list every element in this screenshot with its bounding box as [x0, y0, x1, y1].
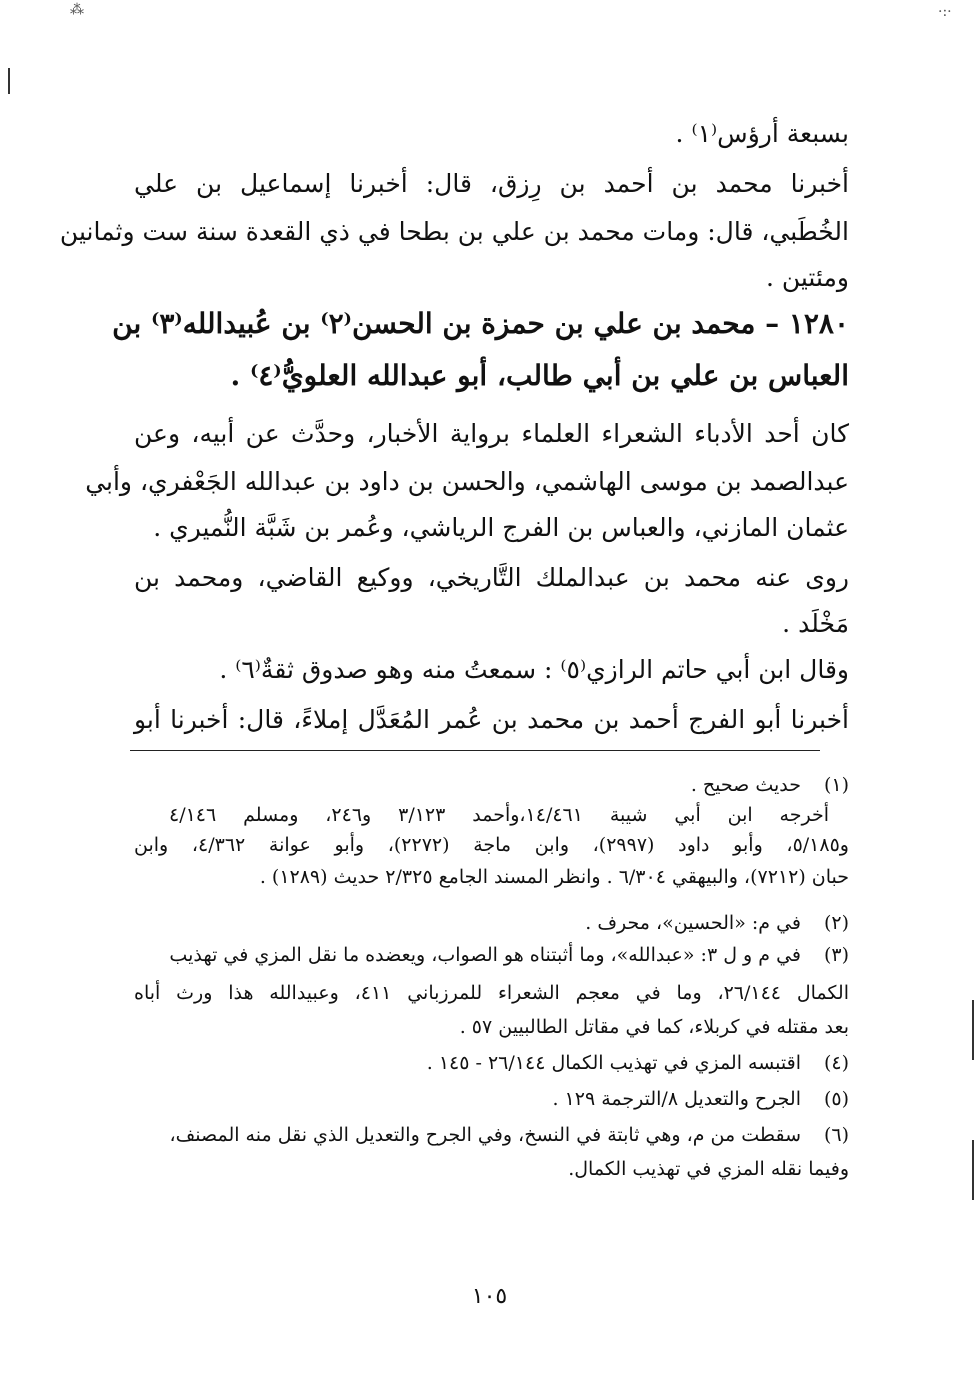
entry-line: وقال ابن أبي حاتم الرازي⁽٥⁾ : سمعتُ منه وهو صدوق ثقةٌ⁽٦⁾ . [219, 655, 849, 684]
entry-heading: ١٢٨٠ – محمد بن علي بن حمزة بن الحسن⁽٢⁾ بن عُبيدالله⁽٣⁾ بن [112, 307, 849, 340]
footnote-text: اقتبسه المزي في تهذيب الكمال ٢٦/١٤٤ - ١٤٥ . [426, 1052, 801, 1074]
entry-line: أخبرنا أبو الفرج أحمد بن محمد بن عُمر المُعَدَّل إملاءً، قال: أخبرنا أبو [134, 705, 849, 734]
scan-mark [972, 1140, 974, 1200]
footnote-number: (١) [823, 774, 849, 796]
footnote [134, 940, 849, 970]
footnote-text: الجرح والتعديل ٨/الترجمة ١٢٩ . [552, 1088, 801, 1110]
body-line: الخُطَبي، قال: ومات محمد بن علي بن بطحا في ذي القعدة سنة ست وثمانين [59, 217, 849, 246]
footnote-number: (٣) [823, 944, 849, 966]
footnote-line: الكمال ٢٦/١٤٤، وما في معجم الشعراء للمرزباني ٤١١، وعبيدالله هذا ورث أباه [134, 982, 849, 1004]
footnote-line: أخرجه ابن أبي شيبة ١٤/٤٦١،وأحمد ٣/١٢٣ و٢٤٦، ومسلم ٤/١٤٦ [169, 804, 829, 826]
entry-line: كان أحد الأدباء الشعراء العلماء برواية الأخبار، وحدَّث عن أبيه، وعن [134, 419, 849, 448]
footnote [134, 1120, 849, 1150]
scan-speck: ⁂ [70, 2, 84, 18]
footnote [134, 1048, 849, 1078]
scan-mark [8, 68, 10, 94]
footnote-line: وفيما نقله المزي في تهذيب الكمال. [568, 1158, 849, 1180]
entry-line: عبدالصمد بن موسى الهاشمي، والحسن بن داود بن عبدالله الجَعْفري، وأبي [85, 467, 849, 496]
footnote-line: حبان (٧٢١٢)، والبيهقي ٦/٣٠٤ . وانظر المسند الجامع ٢/٣٢٥ حديث (١٢٨٩) . [259, 866, 849, 888]
footnote-line: و٥/١٨٥، وأبو داود (٢٩٩٧)، وابن ماجة (٢٢٧٢)، وأبو عوانة ٤/٣٦٢، وابن [134, 834, 849, 856]
footnote [134, 770, 849, 800]
scan-mark [972, 1000, 974, 1060]
body-line: أخبرنا محمد بن أحمد بن رِزق، قال: أخبرنا إسماعيل بن علي [134, 169, 849, 198]
footnote-number: (٥) [823, 1088, 849, 1110]
scan-speck: ·:· [938, 4, 952, 20]
footnote-number: (٦) [823, 1124, 849, 1146]
entry-line: مَخْلَد . [782, 609, 849, 638]
entry-heading: العباس بن علي بن أبي طالب، أبو عبدالله العلويُّ⁽٤⁾ . [230, 359, 849, 392]
entry-line: روى عنه محمد بن عبدالملك التَّاريخي، ووكيع القاضي، ومحمد بن [134, 563, 849, 592]
footnote-text: سقطت من م، وهي ثابتة في النسخ، وفي الجرح والتعديل الذي نقل منه المصنف، [169, 1124, 801, 1146]
footnote-number: (٤) [823, 1052, 849, 1074]
footnote-text: في م: «الحسين»، محرف . [585, 912, 801, 934]
footnote [134, 1084, 849, 1114]
entry-line: عثمان المازني، والعباس بن الفرج الرياشي، وعُمر بن شَبَّة النُّميري . [153, 513, 849, 542]
body-line: بسبعة أرؤس⁽١⁾ . [675, 119, 849, 148]
footnote-text: في م و ل ٣: «عبدالله»، وما أثبتناه هو الصواب، ويعضده ما نقل المزي في تهذيب [169, 944, 801, 966]
footnote-separator [130, 750, 820, 751]
footnote-line: بعد مقتله في كربلاء، كما في مقاتل الطالبيين ٥٧ . [459, 1016, 849, 1038]
footnote-number: (٢) [823, 912, 849, 934]
body-line: ومئتين . [765, 263, 849, 292]
footnote-text: حديث صحيح . [690, 774, 801, 796]
page-number: ١٠٥ [471, 1284, 508, 1309]
footnote [134, 908, 849, 938]
